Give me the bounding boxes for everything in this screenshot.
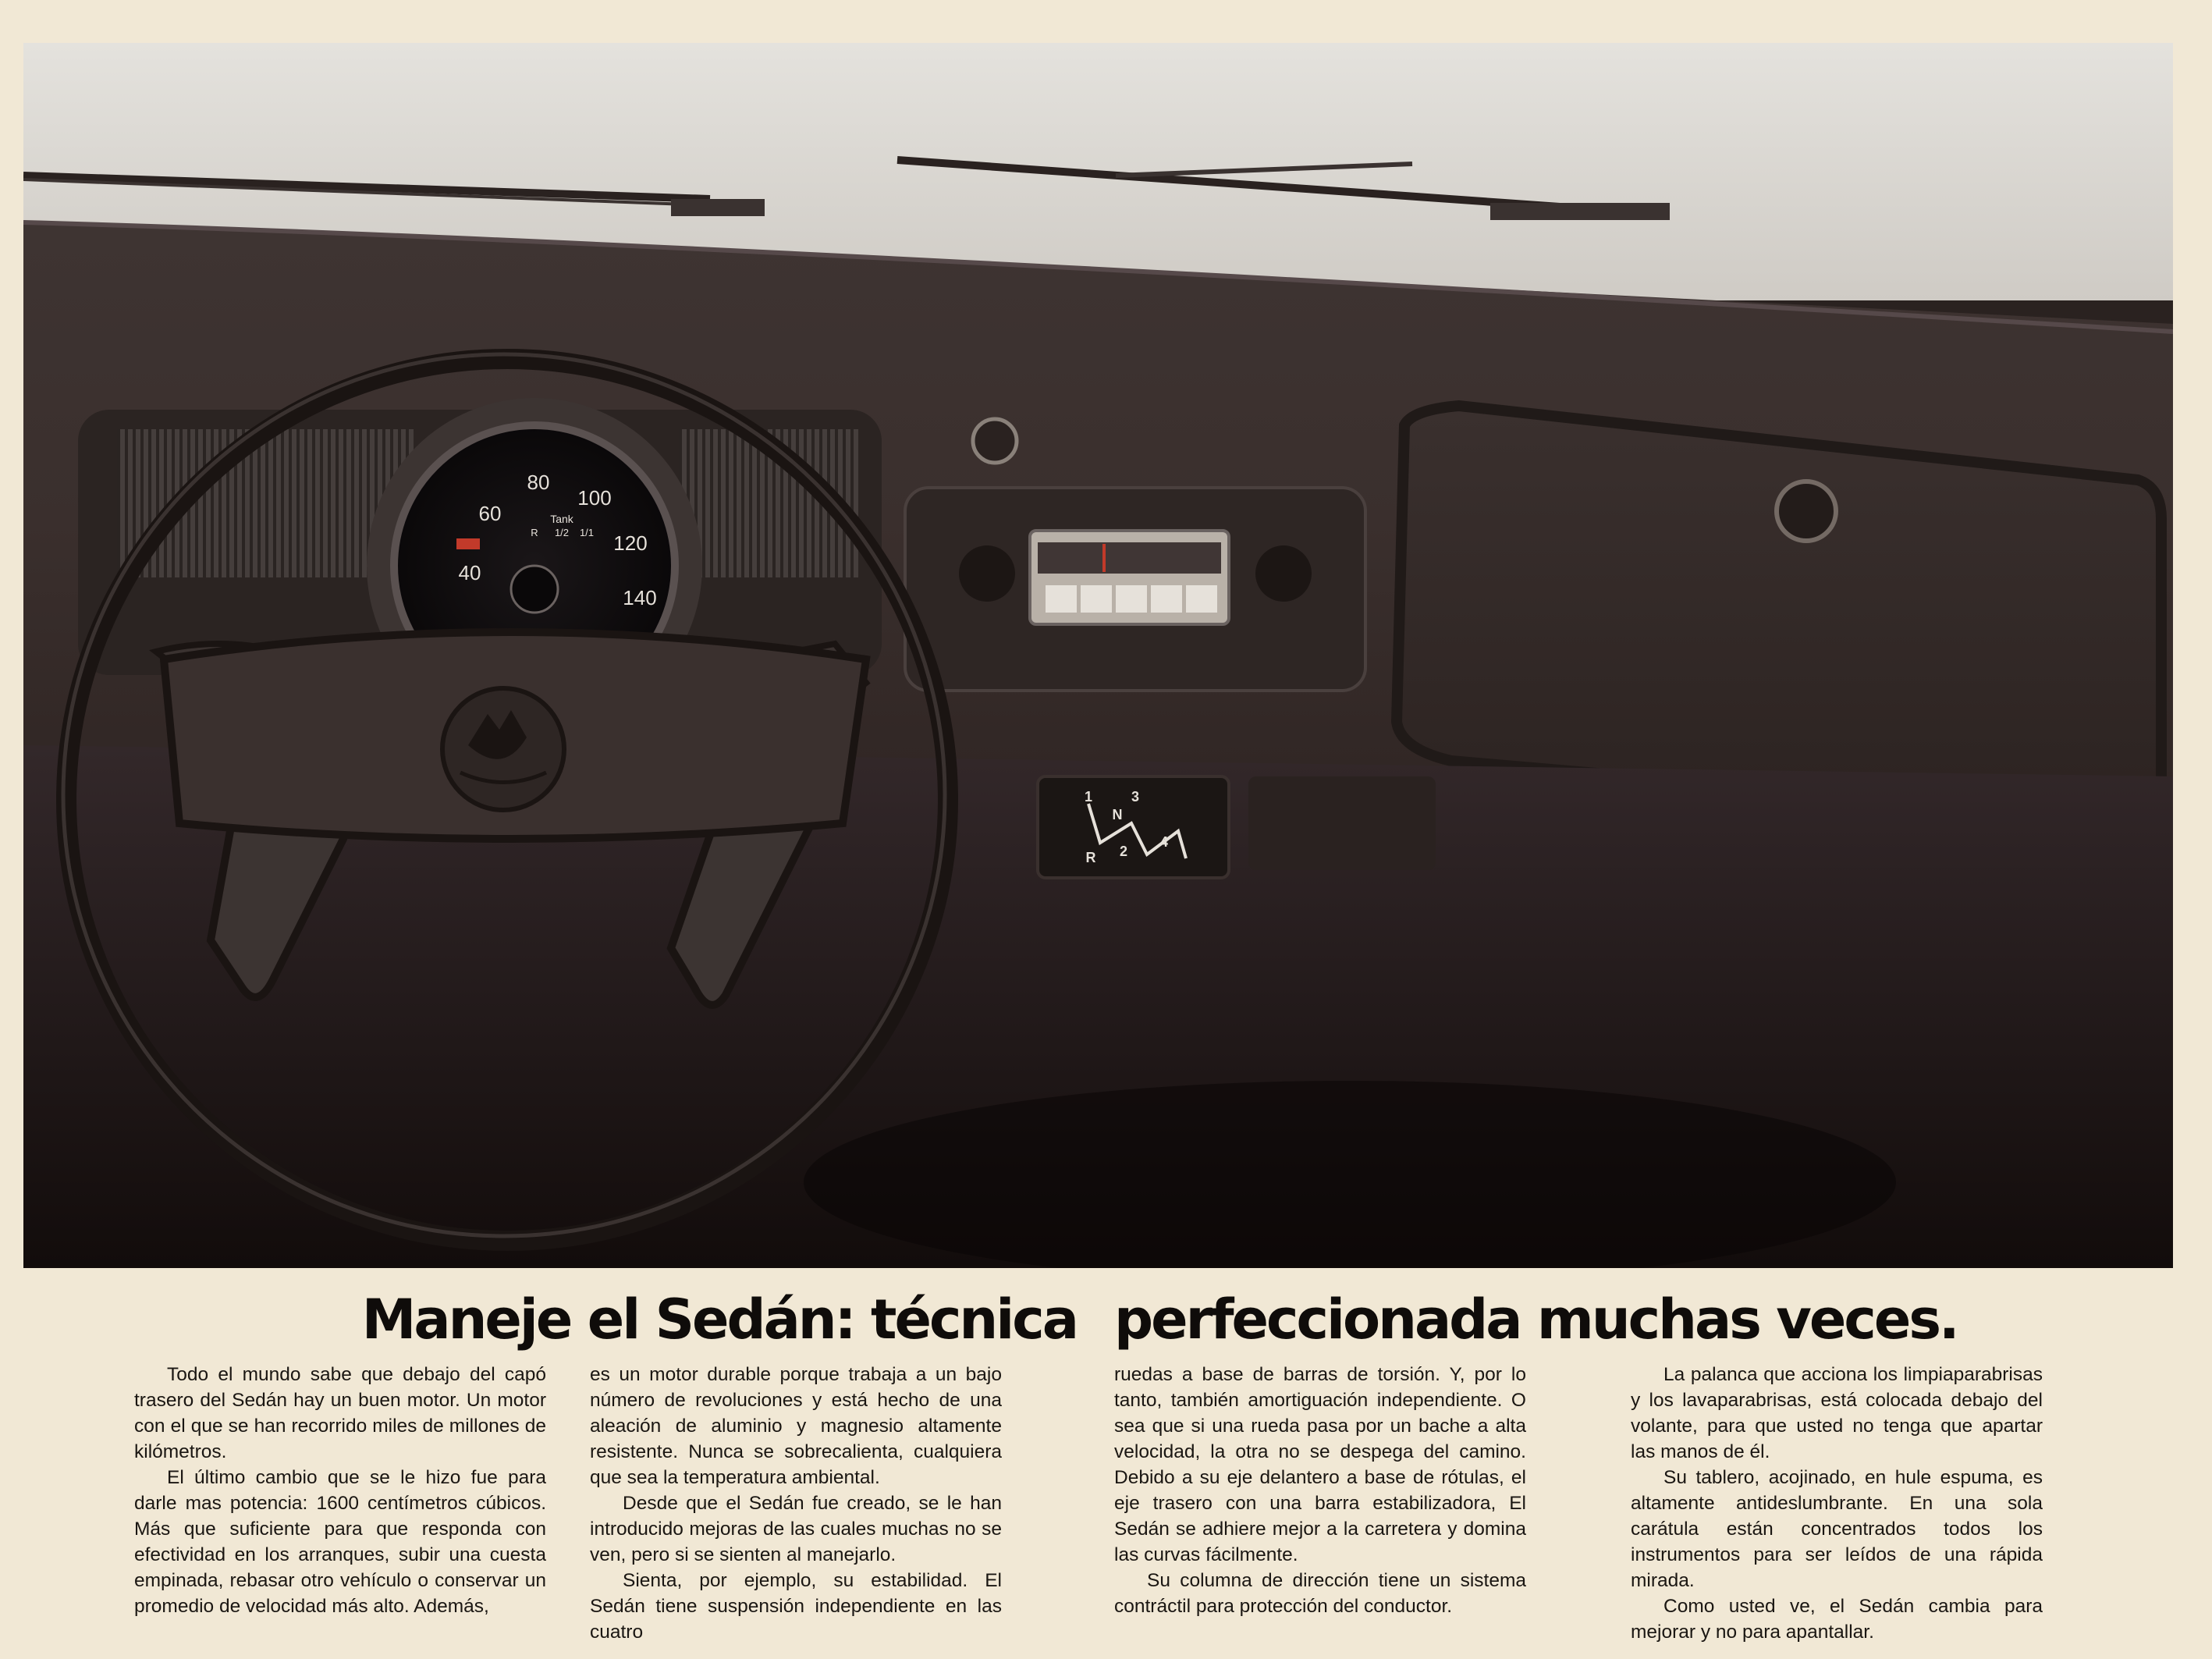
gear-4: 4 — [1159, 834, 1169, 850]
paragraph: Desde que el Sedán fue creado, se le han introducido mejoras de las cuales muchas no se ven, pero si se sienten al manejarlo. — [590, 1493, 1002, 1565]
text-column-4 — [1631, 1362, 2043, 1645]
gauge-tank-label: Tank — [550, 513, 573, 525]
paragraph: Todo el mundo sabe que debajo del capó trasero del Sedán hay un buen motor. Un motor con el que se han recorrido miles de millones de kilómetros. — [134, 1364, 546, 1462]
headline-left: Maneje el Sedán: técnica — [361, 1288, 1077, 1352]
gauge-label-120: 120 — [613, 531, 648, 555]
gear-r: R — [1085, 850, 1096, 865]
dashboard-photo — [23, 43, 2173, 1268]
headline — [0, 1277, 2212, 1362]
radio-panel — [905, 488, 1365, 691]
gear-2: 2 — [1119, 844, 1128, 859]
hazard-switch — [973, 419, 1017, 463]
paragraph: La palanca que acciona los limpiaparabrisas y los lavaparabrisas, está colocada debajo del volante, para que usted no tenga que apartar las manos de él. — [1631, 1364, 2043, 1462]
dashboard-illustration — [23, 43, 2173, 1268]
paragraph: es un motor durable porque trabaja a un bajo número de revoluciones y está hecho de una aleación de aluminio y magnesio altamente resistente. Nunca se sobrecalienta, cualquiera que sea la temperatura ambiental. — [590, 1364, 1002, 1488]
gauge-label-100: 100 — [577, 486, 612, 510]
gauge-label-60: 60 — [478, 502, 502, 525]
gauge-tank-r: R — [531, 527, 538, 538]
text-column-2 — [590, 1362, 1002, 1645]
gauge-label-140: 140 — [623, 586, 657, 609]
paragraph: El último cambio que se le hizo fue para darle mas potencia: 1600 centímetros cúbicos. Más que suficiente para que responda con efectividad en los arranques, subir una cuesta empinada, rebasar otro vehículo o conservar un promedio de velocidad más alto. Además, — [134, 1467, 546, 1617]
text-column-3 — [1114, 1362, 1526, 1619]
headline-right: perfeccionada muchas veces. — [1114, 1288, 1958, 1352]
gear-1: 1 — [1084, 789, 1093, 805]
paragraph: Su columna de dirección tiene un sistema contráctil para protección del conductor. — [1114, 1570, 1526, 1617]
gear-3: 3 — [1131, 789, 1140, 805]
gauge-tank-half: 1/2 — [554, 527, 570, 538]
gauge-label-80: 80 — [527, 471, 550, 494]
text-column-1 — [134, 1362, 546, 1619]
glovebox — [1397, 406, 2161, 819]
gauge-label-40: 40 — [458, 561, 481, 584]
gauge-tank-full: 1/1 — [579, 527, 595, 538]
paragraph: ruedas a base de barras de torsión. Y, por lo tanto, también amortiguación independiente. O sea que si una rueda pasa por un bache a alta velocidad, la otra no se despega del camino. Debido a su eje delantero a base de rótulas, el eje trasero con una barra estabilizadora, El Sedán se adhiere mejor a la carretera y domina las curvas fácilmente. — [1114, 1364, 1526, 1565]
gear-n: N — [1112, 807, 1123, 822]
paragraph: Como usted ve, el Sedán cambia para mejorar y no para apantallar. — [1631, 1596, 2043, 1643]
paragraph: Sienta, por ejemplo, su estabilidad. El Sedán tiene suspensión independiente en las cuatro — [590, 1570, 1002, 1643]
paragraph: Su tablero, acojinado, en hule espuma, es altamente antideslumbrante. En una sola carátula están concentrados todos los instrumentos para ser leídos de una rápida mirada. — [1631, 1467, 2043, 1591]
